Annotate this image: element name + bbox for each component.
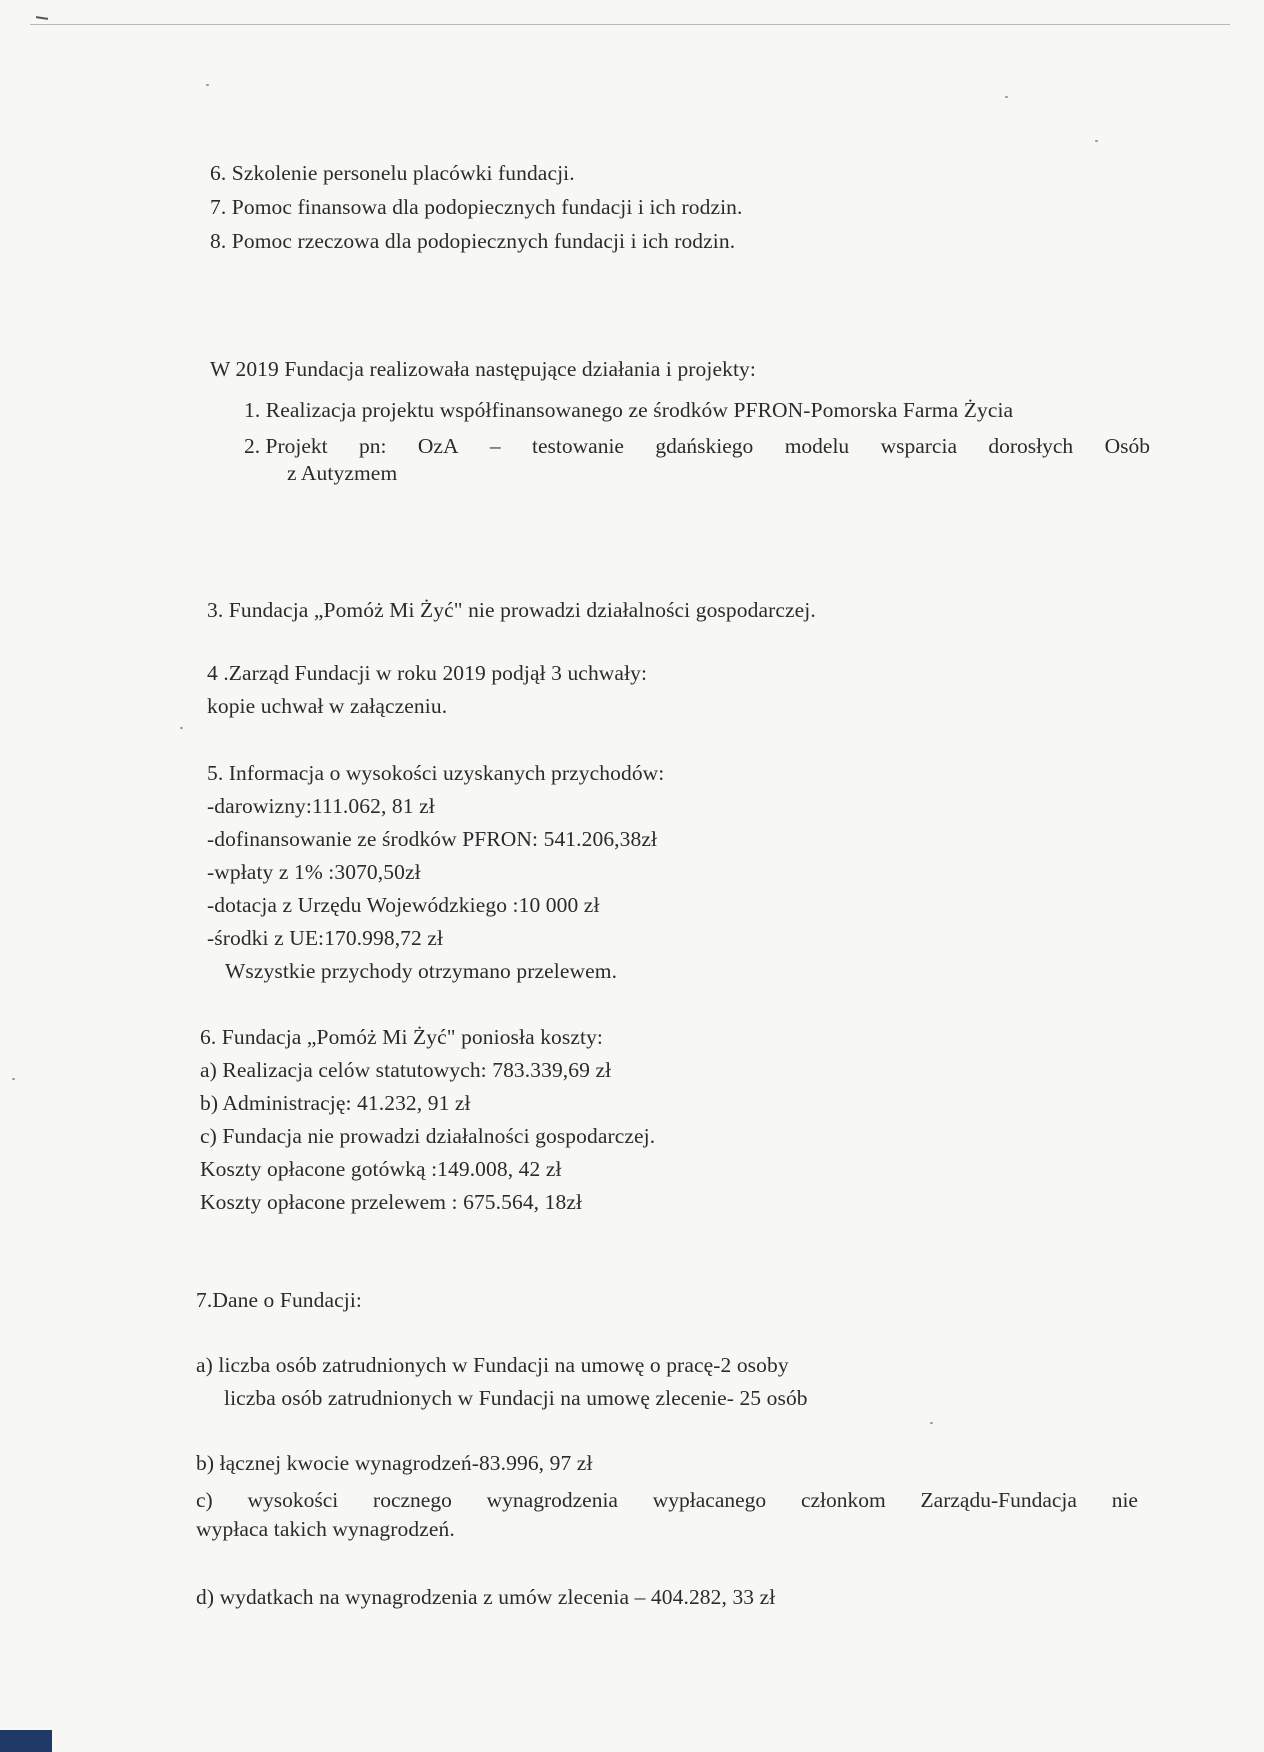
board-salary-word: Zarządu-Fundacja bbox=[920, 1488, 1077, 1512]
income-item: -środki z UE:170.998,72 zł bbox=[207, 926, 444, 950]
project-item-2 bbox=[244, 433, 1150, 459]
board-salary-word: c) bbox=[196, 1488, 213, 1512]
cost-item-a: a) Realizacja celów statutowych: 783.339,69 zł bbox=[200, 1058, 612, 1082]
projects-intro: W 2019 Fundacja realizowała następujące działania i projekty: bbox=[210, 357, 756, 381]
scan-border-line bbox=[30, 24, 1230, 25]
scan-speck bbox=[206, 84, 209, 86]
scan-speck bbox=[1005, 96, 1008, 98]
income-item: -darowizny:111.062, 81 zł bbox=[207, 794, 435, 818]
section-7-heading: 7.Dane o Fundacji: bbox=[196, 1288, 362, 1312]
salary-total: b) łącznej kwocie wynagrodzeń-83.996, 97 zł bbox=[196, 1451, 593, 1475]
section-4-line-1: 4 .Zarząd Fundacji w roku 2019 podjął 3 uchwały: bbox=[207, 661, 648, 685]
project-item-2-word: Osób bbox=[1104, 434, 1150, 458]
project-item-1: 1. Realizacja projektu współfinansowanego ze środków PFRON-Pomorska Farma Życia bbox=[244, 398, 1014, 422]
board-salary-continued: wypłaca takich wynagrodzeń. bbox=[196, 1517, 455, 1541]
section-3-statement: 3. Fundacja „Pomóż Mi Żyć" nie prowadzi działalności gospodarczej. bbox=[207, 598, 816, 622]
employees-contract: a) liczba osób zatrudnionych w Fundacji na umowę o pracę-2 osoby bbox=[196, 1353, 789, 1377]
cost-cash: Koszty opłacone gotówką :149.008, 42 zł bbox=[200, 1157, 562, 1181]
board-salary-word: wynagrodzenia bbox=[486, 1488, 618, 1512]
project-item-2-word: – bbox=[489, 434, 501, 458]
goal-item-8: 8. Pomoc rzeczowa dla podopiecznych fundacji i ich rodzin. bbox=[210, 229, 736, 253]
employees-commission: liczba osób zatrudnionych w Fundacji na umowę zlecenie- 25 osób bbox=[224, 1386, 808, 1410]
income-item: -wpłaty z 1% :3070,50zł bbox=[207, 860, 421, 884]
board-salary-word: wysokości bbox=[247, 1488, 339, 1512]
board-salary-word: członkom bbox=[800, 1488, 886, 1512]
board-salary bbox=[196, 1487, 1138, 1513]
cost-item-c: c) Fundacja nie prowadzi działalności gospodarczej. bbox=[200, 1124, 656, 1148]
project-item-2-word: 2. Projekt bbox=[244, 434, 328, 458]
income-note: Wszystkie przychody otrzymano przelewem. bbox=[225, 959, 618, 983]
commission-expenses: d) wydatkach na wynagrodzenia z umów zlecenia – 404.282, 33 zł bbox=[196, 1585, 776, 1609]
project-item-2-word: pn: bbox=[359, 434, 387, 458]
goal-item-6: 6. Szkolenie personelu placówki fundacji. bbox=[210, 161, 575, 185]
cost-item-b: b) Administrację: 41.232, 91 zł bbox=[200, 1091, 471, 1115]
board-salary-word: rocznego bbox=[373, 1488, 452, 1512]
scan-corner-mark bbox=[0, 1730, 52, 1752]
goal-item-7: 7. Pomoc finansowa dla podopiecznych fundacji i ich rodzin. bbox=[210, 195, 743, 219]
income-item: -dotacja z Urzędu Wojewódzkiego :10 000 zł bbox=[207, 893, 600, 917]
project-item-2-word: gdańskiego bbox=[655, 434, 754, 458]
project-item-2-word: wsparcia bbox=[880, 434, 957, 458]
section-5-heading: 5. Informacja o wysokości uzyskanych przychodów: bbox=[207, 761, 665, 785]
project-item-2-word: OzA bbox=[417, 434, 459, 458]
project-item-2-word: testowanie bbox=[532, 434, 624, 458]
scan-speck bbox=[1095, 140, 1098, 142]
scan-mark bbox=[36, 16, 48, 20]
project-item-2-word: dorosłych bbox=[988, 434, 1074, 458]
section-6-heading: 6. Fundacja „Pomóż Mi Żyć" poniosła koszty: bbox=[200, 1025, 604, 1049]
scan-speck bbox=[930, 1422, 933, 1424]
board-salary-word: nie bbox=[1111, 1488, 1138, 1512]
project-item-2-continued: z Autyzmem bbox=[287, 461, 398, 485]
scan-speck bbox=[180, 727, 183, 729]
scan-speck bbox=[12, 1078, 15, 1080]
cost-transfer: Koszty opłacone przelewem : 675.564, 18zł bbox=[200, 1190, 583, 1214]
board-salary-word: wypłacanego bbox=[652, 1488, 767, 1512]
project-item-2-word: modelu bbox=[784, 434, 850, 458]
section-4-line-2: kopie uchwał w załączeniu. bbox=[207, 694, 448, 718]
income-item: -dofinansowanie ze środków PFRON: 541.206,38zł bbox=[207, 827, 658, 851]
